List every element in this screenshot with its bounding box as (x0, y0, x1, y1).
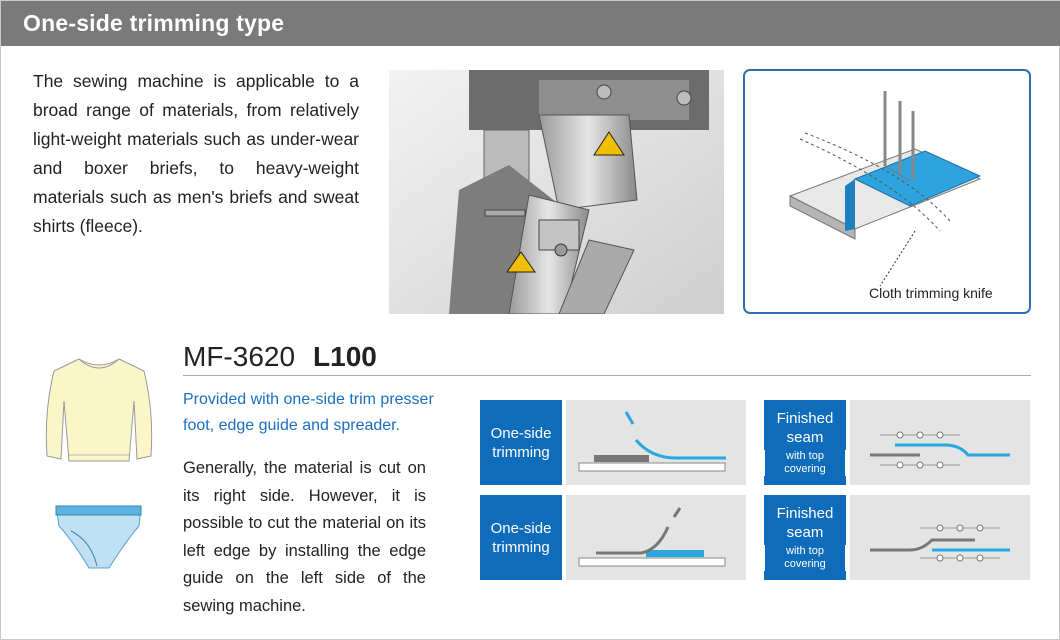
label-finished-seam-2 (764, 495, 846, 580)
label-text: Finished seam (776, 410, 834, 446)
label-text: One-side trimming (490, 424, 552, 461)
model-title (183, 341, 377, 373)
label-one-side-trimming-2 (480, 495, 562, 580)
model-divider (183, 375, 1031, 376)
trimming-diagram-2 (566, 495, 746, 580)
label-one-side-trimming-1 (480, 400, 562, 485)
body-paragraph: Generally, the material is cut on its right side. However, it is possible to cut the material on its left edge by installing the edge guide on the left side of the sewing machine. (183, 459, 426, 615)
knife-label: Cloth trimming knife (869, 285, 993, 301)
machine-photo (389, 70, 724, 314)
seam-diagram-1 (850, 400, 1030, 485)
label-subtext: with top covering (764, 545, 846, 571)
label-finished-seam-1 (764, 400, 846, 485)
page-title: One-side trimming type (23, 10, 285, 36)
briefs-icon (51, 496, 146, 576)
feature-text: Provided with one-side trim presser foot, edge guide and spreader. (183, 391, 434, 434)
title-bar (1, 1, 1060, 46)
trimming-diagram-1 (566, 400, 746, 485)
sweatshirt-icon (39, 351, 159, 471)
label-text: Finished seam (776, 505, 834, 541)
seam-diagram-2 (850, 495, 1030, 580)
intro-paragraph: The sewing machine is applicable to a broad range of materials, from relatively light-weight materials such as under-wear and boxer briefs, to heavy-weight materials such as men's briefs and sweat shirts (fleece). (33, 71, 359, 236)
model-number: MF-3620 (183, 341, 296, 372)
knife-diagram (743, 69, 1031, 314)
label-text: One-side trimming (490, 519, 552, 556)
model-variant: L100 (313, 341, 377, 372)
label-subtext: with top covering (764, 450, 846, 476)
